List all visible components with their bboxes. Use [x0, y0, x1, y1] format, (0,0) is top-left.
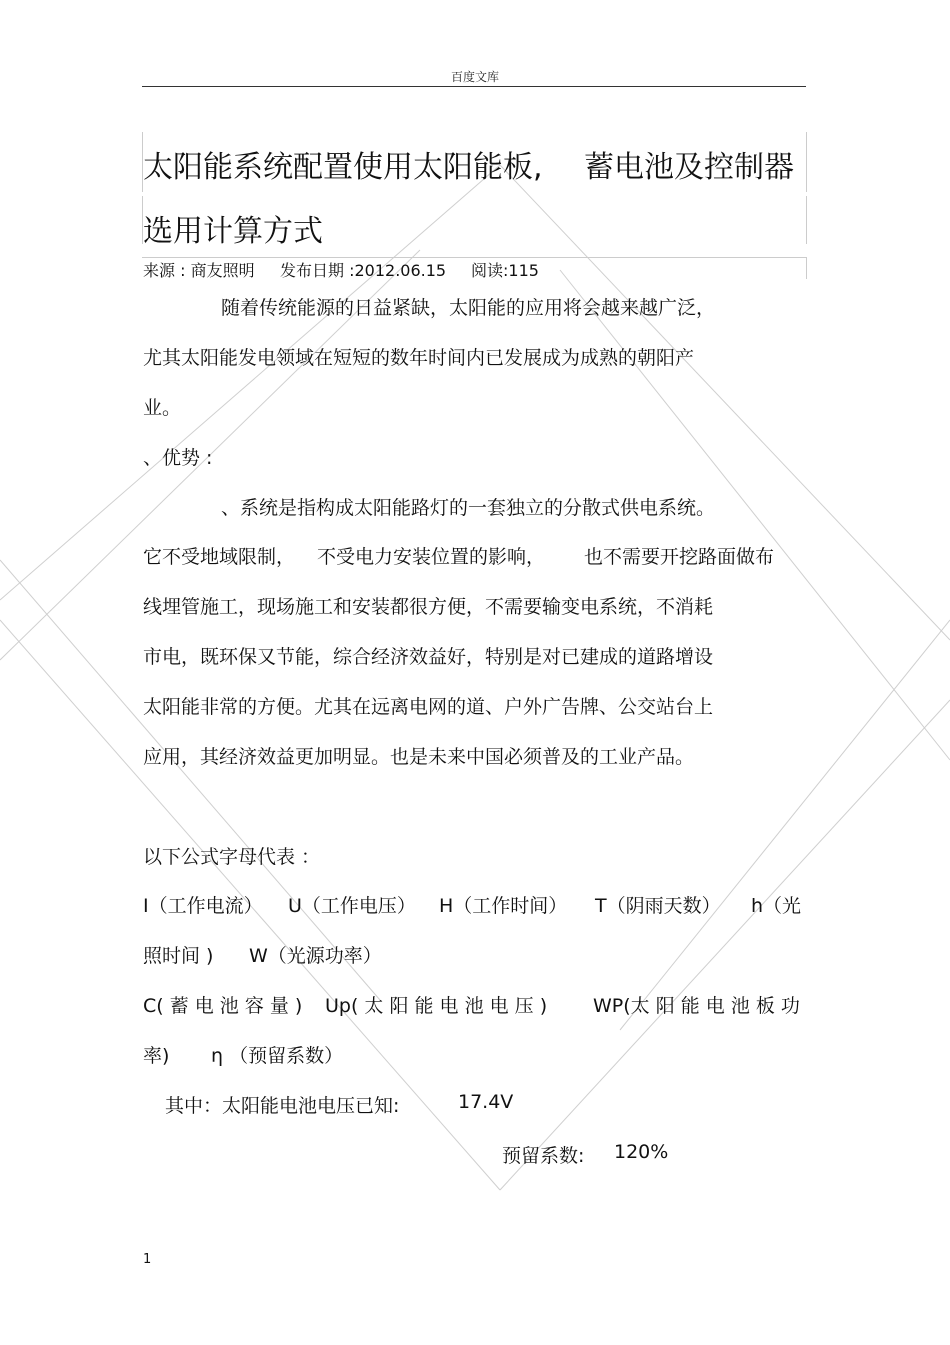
- formula-heading: 以下公式字母代表 ：: [143, 846, 321, 868]
- watermark-line: [0, 560, 380, 1000]
- advantage-line: 应用，其经济效益更加明显。也是未来中国必须普及的工业产品。: [143, 746, 695, 768]
- page-number: 1: [143, 1252, 152, 1267]
- intro-line: 业。: [143, 397, 182, 419]
- title-line1-part1: 太阳能系统配置使用太阳能板,: [143, 150, 543, 185]
- var-rainy-days: T（阴雨天数）: [595, 895, 721, 917]
- advantage-line-segment: 不受电力安装位置的影响，: [317, 546, 546, 568]
- title-line1-part2: 蓄电池及控制器: [584, 150, 794, 185]
- advantage-line: 市电，既环保又节能，综合经济效益好，特别是对已建成的道路增设: [143, 646, 714, 668]
- var-sun-hours-part2: 照时间 ): [143, 945, 214, 967]
- intro-line: 随着传统能源的日益紧缺，太阳能的应用将会越来越广泛，: [221, 297, 716, 319]
- meta-frame-right: [806, 257, 807, 279]
- advantage-line: 太阳能非常的方便。尤其在远离电网的道、户外广告牌、公交站台上: [143, 696, 714, 718]
- watermark-line: [620, 620, 950, 1030]
- title-frame-right: [806, 132, 807, 192]
- meta-date: 发布日期 :2012.06.15: [280, 261, 447, 280]
- known-voltage-value: 17.4V: [458, 1091, 514, 1113]
- watermark-line: [500, 700, 950, 1190]
- known-reserve-value: 120%: [614, 1141, 669, 1163]
- var-panel-power-part2: 率): [143, 1045, 170, 1067]
- title-frame-right: [806, 196, 807, 244]
- header-rule: [142, 86, 806, 87]
- title-line2: 选用计算方式: [143, 214, 323, 249]
- meta-source: 来源 : 商友照明: [143, 261, 255, 280]
- advantage-line: 、系统是指构成太阳能路灯的一套独立的分散式供电系统。: [221, 497, 716, 519]
- intro-line: 尤其太阳能发电领域在短短的数年时间内已发展成为成熟的朝阳产: [143, 347, 695, 369]
- var-hours: H（工作时间）: [439, 895, 568, 917]
- advantage-line-segment: 它不受地域限制，: [143, 546, 296, 568]
- var-light-power: W（光源功率）: [249, 945, 382, 967]
- var-panel-voltage: Up( 太 阳 能 电 池 电 压 ): [325, 995, 548, 1017]
- var-current: I（工作电流）: [143, 895, 263, 917]
- var-sun-hours-part1: h（光: [751, 895, 802, 917]
- var-panel-power-part1: WP(太 阳 能 电 池 板 功: [593, 995, 800, 1017]
- advantage-line-segment: 也不需要开挖路面做布: [584, 546, 775, 568]
- var-voltage: U（工作电压）: [288, 895, 416, 917]
- advantage-line: 线埋管施工，现场施工和安装都很方便，不需要输变电系统，不消耗: [143, 596, 714, 618]
- meta-reads: 阅读:115: [471, 261, 539, 280]
- var-reserve-coefficient: η （预留系数）: [211, 1045, 344, 1067]
- known-voltage-label: 其中：太阳能电池电压已知:: [165, 1095, 400, 1117]
- advantage-heading: 、优势 :: [143, 447, 213, 469]
- var-battery-capacity: C( 蓄 电 池 容 量 ): [143, 995, 303, 1017]
- known-reserve-label: 预留系数:: [502, 1145, 585, 1167]
- header-site: 百度文库: [450, 70, 499, 84]
